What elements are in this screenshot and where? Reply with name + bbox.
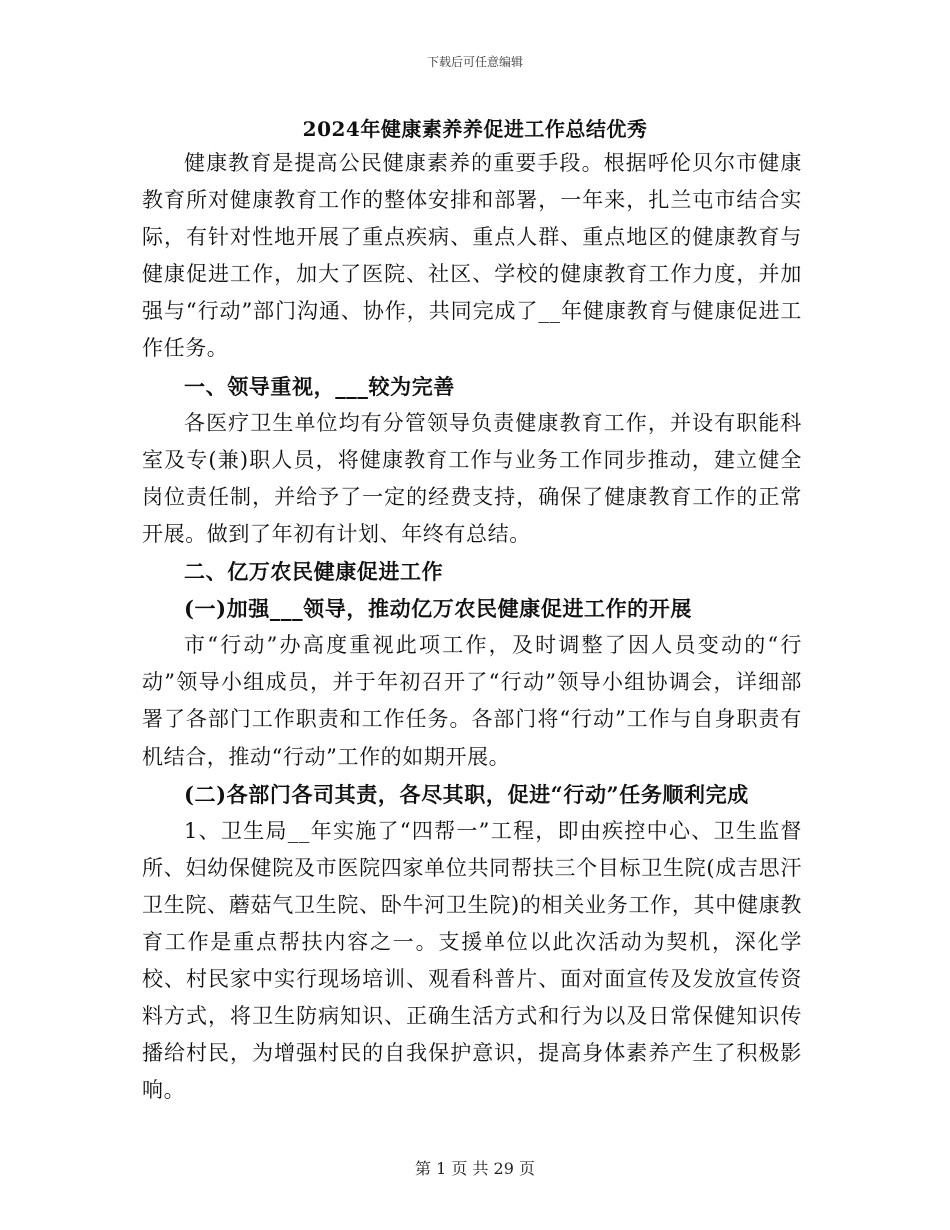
paragraph-intro: 健康教育是提高公民健康素养的重要手段。根据呼伦贝尔市健康教育所对健康教育工作的整体安排和部署，一年来，扎兰屯市结合实际，有针对性地开展了重点疾病、重点人群、重点地区的健康教育与健康促进工作，加大了医院、社区、学校的健康教育工作力度，并加强与“行动”部门沟通、协作，共同完成了__年健康教育与健康促进工作任务。 — [142, 151, 802, 361]
document-title: 2024年健康素养养促进工作总结优秀 — [302, 117, 648, 141]
page-header-note: 下载后可任意编辑 — [426, 55, 523, 69]
paragraph-leadership: 各医疗卫生单位均有分管领导负责健康教育工作，并设有职能科室及专(兼)职人员，将健康教育工作与业务工作同步推动，建立健全岗位责任制，并给予了一定的经费支持，确保了健康教育工作的正常开展。做到了年初有计划、年终有总结。 — [142, 410, 802, 546]
subsection-heading-2-1: (一)加强___领导，推动亿万农民健康促进工作的开展 — [184, 596, 692, 622]
paragraph-action-office: 市“行动”办高度重视此项工作，及时调整了因人员变动的“行动”领导小组成员，并于年初召开了“行动”领导小组协调会，详细部署了各部门工作职责和工作任务。各部门将“行动”工作与自身职责有机结合，推动“行动”工作的如期开展。 — [142, 633, 802, 769]
page-number: 第 1 页 共 29 页 — [415, 1159, 535, 1178]
subsection-heading-2-2: (二)各部门各司其责，各尽其职，促进“行动”任务顺利完成 — [184, 781, 749, 807]
section-heading-1: 一、领导重视，___较为完善 — [184, 373, 455, 399]
document-body — [142, 145, 802, 1109]
section-heading-2: 二、亿万农民健康促进工作 — [184, 559, 444, 585]
paragraph-health-bureau: 1、卫生局__年实施了“四帮一”工程，即由疾控中心、卫生监督所、妇幼保健院及市医院四家单位共同帮扶三个目标卫生院(成吉思汗卫生院、蘑菇气卫生院、卧牛河卫生院)的相关业务工作，其中健康教育工作是重点帮扶内容之一。支援单位以此次活动为契机，深化学校、村民家中实行现场培训、观看科普片、面对面宣传及发放宣传资料方式，将卫生防病知识、正确生活方式和行为以及日常保健知识传播给村民，为增强村民的自我保护意识，提高身体素养产生了积极影响。 — [142, 818, 802, 1103]
